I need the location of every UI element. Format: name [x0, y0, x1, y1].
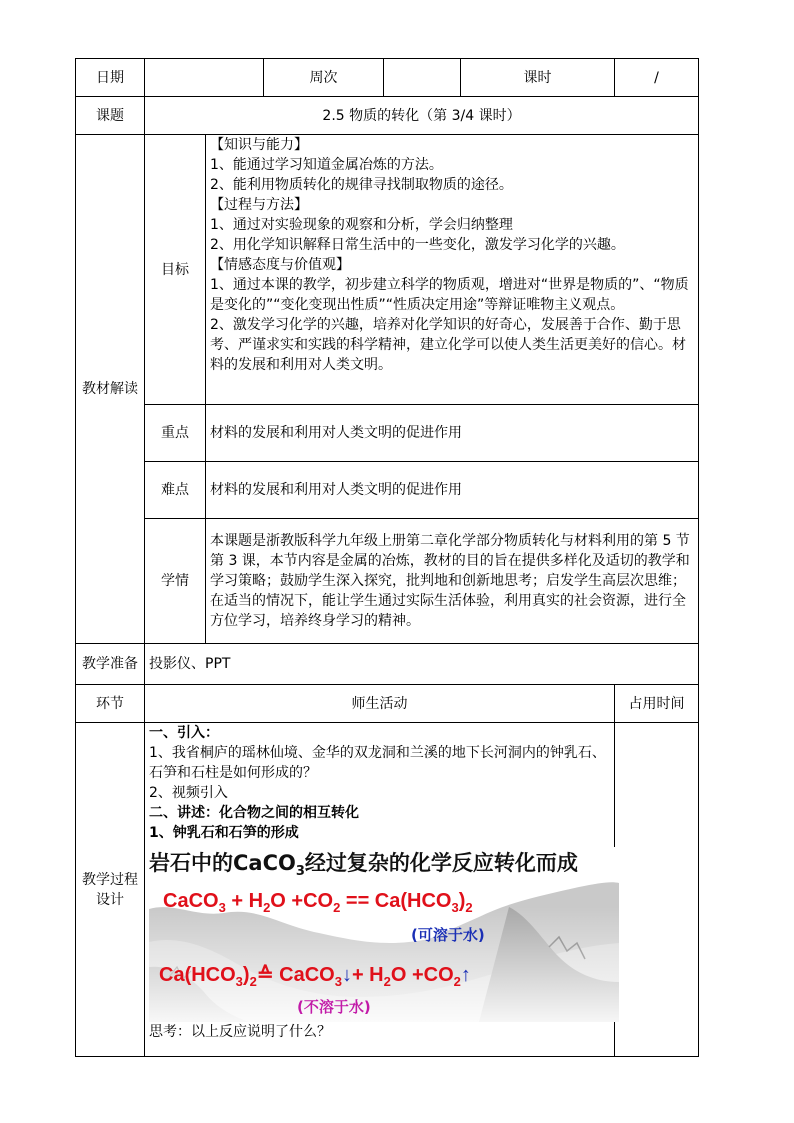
goals-line: 1、能通过学习知道金属冶炼的方法。	[210, 157, 443, 173]
key-point-text: 材料的发展和利用对人类文明的促进作用	[206, 405, 699, 462]
topic-label: 课题	[76, 97, 145, 135]
difficulty-text: 材料的发展和利用对人类文明的促进作用	[206, 462, 699, 519]
goals-line: 【过程与方法】	[210, 197, 308, 213]
difficulty-row	[76, 462, 699, 519]
goals-line: 1、通过本课的教学，初步建立科学的物质观，增进对“世界是物质的”、“物质是变化的”“变化变现出性质”“性质决定用途”等辩证唯物主义观点。	[210, 277, 689, 313]
student-label: 学情	[145, 519, 206, 644]
student-row	[76, 519, 699, 644]
period-value: /	[615, 59, 699, 97]
step-header: 环节	[76, 685, 145, 723]
process-line: 一、引入：	[149, 725, 219, 741]
heat-condition-icon: ≙	[256, 964, 274, 986]
goals-line: 2、激发学习化学的兴趣，培养对化学知识的好奇心，发展善于合作、勤于思考、严谨求实和实践的科学精神，建立化学可以使人类生活更美好的信心。材料的发展和利用对人类文明。	[210, 317, 686, 373]
topic-title: 2.5 物质的转化（第 3/4 课时）	[145, 97, 699, 135]
goals-content	[206, 135, 699, 405]
process-label: 教学过程设计	[76, 723, 145, 1057]
preparation-text: 投影仪、PPT	[145, 644, 699, 685]
preparation-label: 教学准备	[76, 644, 145, 685]
key-point-label: 重点	[145, 405, 206, 462]
date-value[interactable]	[145, 59, 264, 97]
process-content	[145, 723, 615, 1057]
goals-row	[76, 135, 699, 405]
week-label: 周次	[264, 59, 384, 97]
student-text: 本课题是浙教版科学九年级上册第二章化学部分物质转化与材料利用的第 5 节第 3 课，本节内容是金属的冶炼，教材的目的旨在提供多样化及适切的教学和学习策略；鼓励学生深入探究，批判地和创新地思考；启发学生高层次思维；在适当的情况下，能让学生通过实际生活体验，利用真实的社会资源，进行全方位学习，培养终身学习的精神。	[206, 519, 699, 644]
process-line: 1、钟乳石和石笋的形成	[149, 825, 299, 841]
date-label: 日期	[76, 59, 145, 97]
process-line: 1、我省桐庐的瑶林仙境、金华的双龙洞和兰溪的地下长河洞内的钟乳石、石笋和石柱是如何形成的？	[149, 745, 606, 781]
insoluble-note: (不溶于水)	[297, 998, 371, 1016]
reaction-equation-2: $Ca(HCO_3)_2≙$ CaCO$_3$↓+ $H_2O$ $+CO_2↑$	[159, 964, 471, 989]
time-value[interactable]	[615, 723, 699, 1057]
goals-line: 2、能利用物质转化的规律寻找制取物质的途径。	[210, 177, 513, 193]
process-line: 2、视频引入	[149, 785, 228, 801]
goals-line: 2、用化学知识解释日常生活中的一些变化，激发学习化学的兴趣。	[210, 237, 625, 253]
activity-header: 师生活动	[145, 685, 615, 723]
period-label: 课时	[461, 59, 615, 97]
topic-row	[76, 97, 699, 135]
goals-line: 【知识与能力】	[210, 137, 308, 153]
week-value[interactable]	[384, 59, 461, 97]
slide-headline: 岩石中的CaCO$_3$经过复杂的化学反应转化而成	[149, 851, 578, 880]
gas-arrow-icon: ↑	[460, 964, 471, 986]
process-header-row	[76, 685, 699, 723]
difficulty-label: 难点	[145, 462, 206, 519]
time-header: 占用时间	[615, 685, 699, 723]
preparation-row	[76, 644, 699, 685]
reaction-equation-1: CaCO$_3$ + $H_2O +CO_2 == Ca(HCO_3)_2$	[163, 890, 473, 915]
think-question: 思考：以上反应说明了什么？	[149, 1024, 331, 1040]
goals-line: 1、通过对实验现象的观察和分析，学会归纳整理	[210, 217, 513, 233]
goals-line: 【情感态度与价值观】	[210, 257, 350, 273]
precipitate-arrow-icon: ↓	[341, 964, 352, 986]
lesson-plan-table	[75, 58, 699, 1057]
soluble-note: (可溶于水)	[411, 926, 485, 944]
process-row	[76, 723, 699, 1057]
process-line: 二、讲述：化合物之间的相互转化	[149, 805, 359, 821]
goals-label: 目标	[145, 135, 206, 405]
reaction-slide	[149, 847, 619, 1022]
header-row	[76, 59, 699, 97]
interpretation-label: 教材解读	[76, 135, 145, 644]
key-point-row	[76, 405, 699, 462]
